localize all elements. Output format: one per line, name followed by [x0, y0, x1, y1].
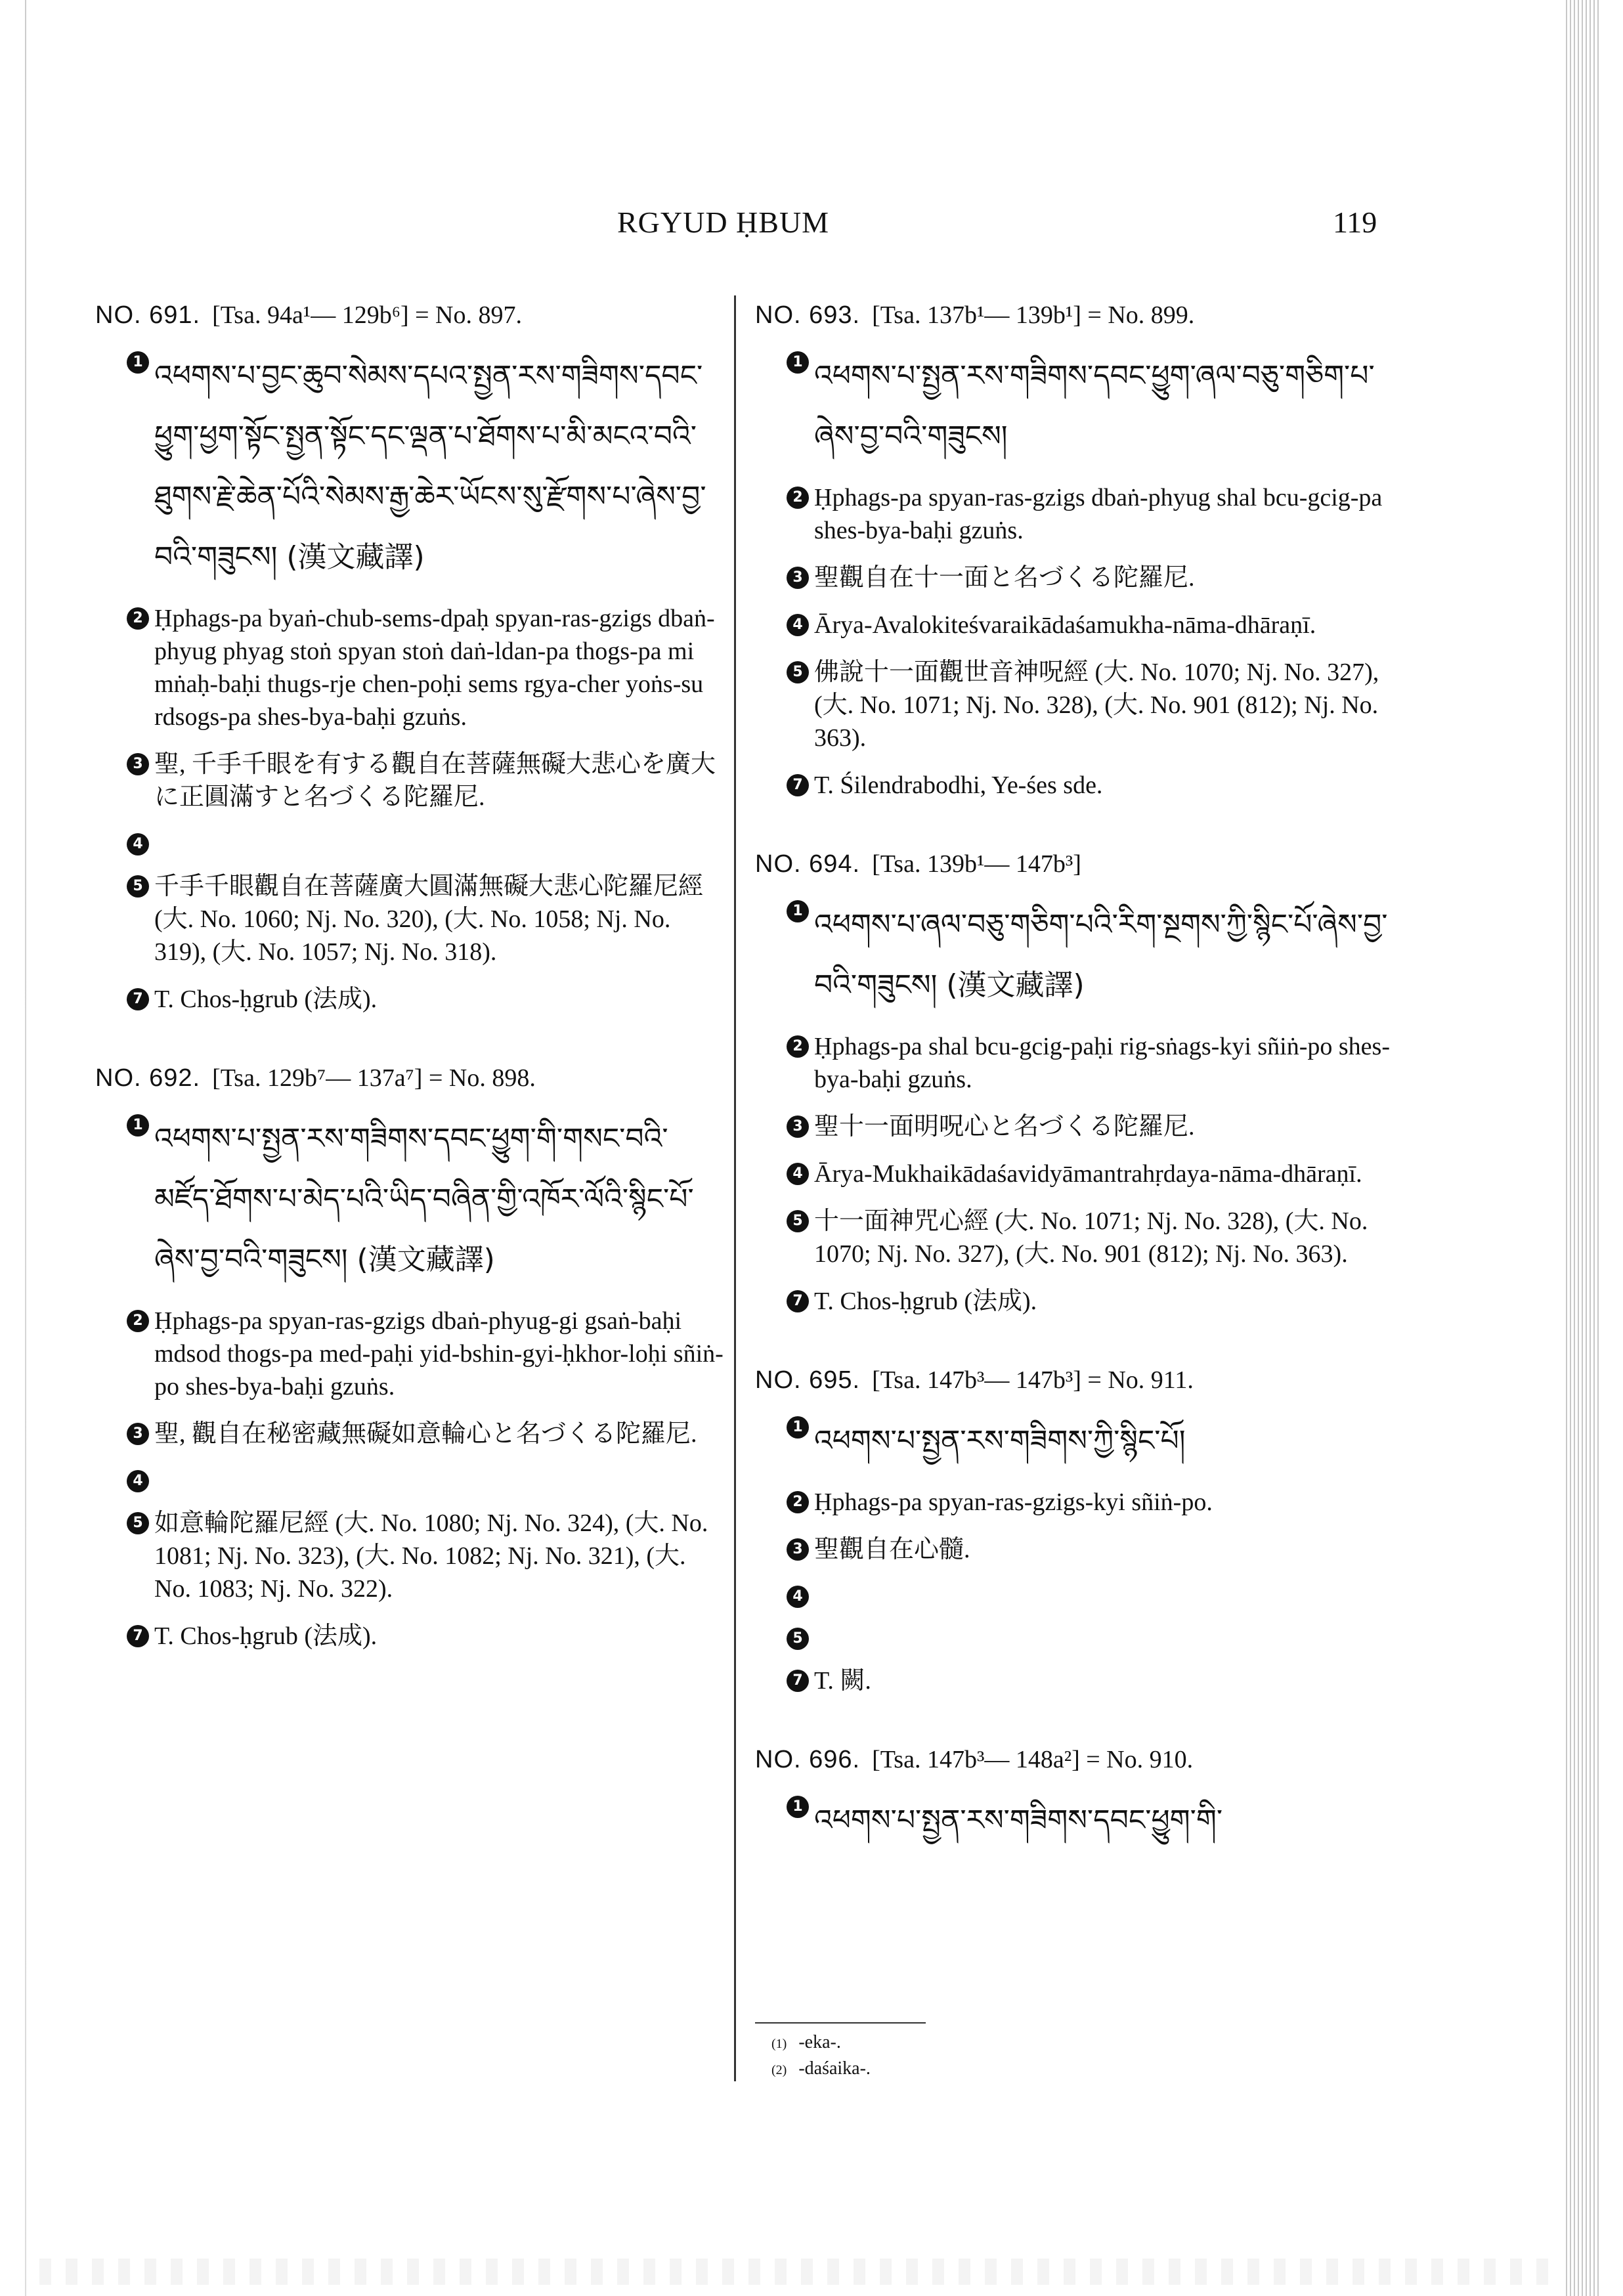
field-number-marker: 5 [787, 1210, 809, 1232]
field-text: 聖, 千手千眼を有する觀自在菩薩無礙大悲心を廣大に正圓滿すと名づくる陀羅尼. [154, 750, 716, 811]
field-text: 如意輪陀羅尼經 (大. No. 1080; Nj. No. 324), (大. No. 1081; Nj. No. 323), (大. No. 1082; Nj. No. 321), (大. No. 1083; Nj. No. 322). [154, 1509, 708, 1603]
footnote [771, 2030, 871, 2056]
field-number-marker: 1 [787, 1416, 809, 1439]
entry-field [755, 609, 1392, 641]
field-text: Ḥphags-pa spyan-ras-gzigs-kyi sñiṅ-po. [814, 1488, 1213, 1516]
entry-field [755, 1533, 1392, 1566]
entry-field [95, 1109, 725, 1290]
left-column [95, 299, 725, 1699]
entry-field [95, 1620, 725, 1653]
entry-number: NO. 694. [755, 850, 861, 878]
entry-number: NO. 691. [95, 301, 201, 329]
entry-number: NO. 696. [755, 1746, 861, 1773]
entry-number: NO. 695. [755, 1366, 861, 1394]
tibetan-title: འཕགས་པ་སྤྱན་རས་གཟིགས་ཀྱི་སྙིང་པོ། [814, 1424, 1186, 1458]
field-number-marker: 1 [127, 351, 149, 374]
field-number-marker: 5 [127, 875, 149, 898]
entry-field [755, 1110, 1392, 1143]
field-text: T. Chos-ḥgrub (法成). [154, 1622, 378, 1650]
column-divider [734, 295, 736, 2081]
field-number-marker: 7 [787, 774, 809, 796]
field-number-marker: 4 [787, 1586, 809, 1608]
field-text: T. 闕. [814, 1667, 871, 1695]
entry-heading [95, 299, 725, 332]
field-number-marker: 7 [787, 1670, 809, 1692]
field-text: T. Chos-ḥgrub (法成). [814, 1288, 1037, 1315]
entry-field [755, 1205, 1392, 1270]
entry-reference: [Tsa. 139b¹— 147b³] [872, 850, 1081, 878]
field-number-marker: 4 [787, 614, 809, 636]
field-text: 聖觀自在心髓. [814, 1536, 970, 1563]
entry-reference: [Tsa. 129b⁷— 137a⁷] = No. 898. [212, 1064, 536, 1092]
entry-number: NO. 693. [755, 301, 861, 329]
entry-field [755, 1411, 1392, 1471]
field-text: Ārya-Mukhaikādaśavidyāmantrahṛdaya-nāma-dhāraṇī. [814, 1160, 1362, 1188]
entry-field [755, 1486, 1392, 1519]
field-text [154, 1465, 725, 1492]
field-number-marker: 2 [127, 607, 149, 630]
entry-field [755, 1158, 1392, 1190]
field-number-marker: 2 [127, 1310, 149, 1332]
field-text: T. Śilendrabodhi, Ye-śes sde. [814, 771, 1103, 799]
entry-field [755, 1664, 1392, 1697]
field-number-marker: 2 [787, 487, 809, 509]
field-text: Ḥphags-pa spyan-ras-gzigs dbaṅ-phyug shal bcu-gcig-pa shes-bya-baḥi gzuṅs. [814, 484, 1383, 544]
entry-field [755, 346, 1392, 467]
field-number-marker: 5 [787, 661, 809, 683]
footnote-mark: (2) [771, 2063, 787, 2077]
tibetan-title: འཕགས་པ་ཞལ་བཅུ་གཅིག་པའི་རིག་སྔགས་ཀྱི་སྙིང་པོ་ཞེས་བྱ་བའི་གཟུངས། (漢文藏譯) [814, 908, 1388, 1002]
tibetan-title: འཕགས་པ་སྤྱན་རས་གཟིགས་དབང་ཕྱུག་གི་ [814, 1804, 1223, 1837]
field-number-marker: 3 [787, 567, 809, 589]
field-text: Ḥphags-pa spyan-ras-gzigs dbaṅ-phyug-gi gsaṅ-baḥi mdsod thogs-pa med-paḥi yid-bshin-gyi-ḥkhor-loḥi sñiṅ-po shes-bya-baḥi gzuṅs. [154, 1307, 724, 1400]
field-number-marker: 3 [127, 1423, 149, 1445]
entry-field [95, 748, 725, 813]
field-text: T. Chos-ḥgrub (法成). [154, 986, 378, 1013]
field-number-marker: 5 [787, 1628, 809, 1650]
entry-field [755, 1285, 1392, 1318]
right-column [755, 299, 1392, 1897]
entry-heading [755, 299, 1392, 332]
field-text: Ḥphags-pa byaṅ-chub-sems-dpaḥ spyan-ras-gzigs dbaṅ-phyug phyag stoṅ spyan stoṅ daṅ-ldan-pa thogs-pa mi mṅaḥ-baḥi thugs-rje chen-poḥi sems rgya-cher yoṅs-su rdsogs-pa shes-bya-baḥi gzuṅs. [154, 605, 715, 731]
page-edge-left [25, 0, 26, 2296]
field-number-marker: 7 [127, 1625, 149, 1647]
field-text: Ārya-Avalokiteśvaraikādaśamukha-nāma-dhāraṇī. [814, 611, 1316, 639]
entry-field [755, 1580, 1392, 1608]
field-text: 聖觀自在十一面と名づくる陀羅尼. [814, 564, 1195, 592]
field-number-marker: 7 [787, 1290, 809, 1312]
entry-field [95, 1418, 725, 1450]
entry-heading [755, 848, 1392, 880]
field-number-marker: 2 [787, 1491, 809, 1513]
entry-field [755, 1622, 1392, 1650]
entry-field [755, 895, 1392, 1016]
page-edge-right [1566, 0, 1599, 2296]
field-text [814, 1622, 1392, 1650]
catalog-entry [755, 1364, 1392, 1697]
running-title: RGYUD ḤBUM [617, 206, 830, 239]
field-number-marker: 1 [787, 900, 809, 922]
catalog-entry [95, 299, 725, 1016]
footnotes [771, 2030, 871, 2083]
entry-field [95, 602, 725, 733]
footnote-text: -daśaika-. [798, 2058, 871, 2079]
field-number-marker: 1 [787, 1796, 809, 1818]
tibetan-title: འཕགས་པ་བྱང་ཆུབ་སེམས་དཔའ་སྤྱན་རས་གཟིགས་དབང་ཕྱུག་ཕྱག་སྟོང་སྤྱན་སྟོང་དང་ལྡན་པ་ཐོགས་པ་མི་མངའ་བའི་ཐུགས་རྗེ་ཆེན་པོའི་སེམས་རྒྱ་ཆེར་ཡོངས་སུ་རྫོགས་པ་ཞེས་བྱ་བའི་གཟུངས། (漢文藏譯) [154, 359, 706, 574]
footnote [771, 2056, 871, 2083]
catalog-entry [755, 1743, 1392, 1851]
catalog-entry [755, 848, 1392, 1318]
field-text: 千手千眼觀自在菩薩廣大圓滿無礙大悲心陀羅尼經 (大. No. 1060; Nj. No. 320), (大. No. 1058; Nj. No. 319), (大. No. 1057; Nj. No. 318). [154, 873, 704, 966]
entry-field [95, 1305, 725, 1403]
field-number-marker: 5 [127, 1512, 149, 1534]
field-text [814, 1580, 1392, 1608]
footnote-rule [755, 2022, 926, 2024]
entry-reference: [Tsa. 94a¹— 129b⁶] = No. 897. [212, 301, 522, 329]
field-text: Ḥphags-pa shal bcu-gcig-paḥi rig-sṅags-kyi sñiṅ-po shes-bya-baḥi gzuṅs. [814, 1033, 1390, 1093]
entry-field [755, 561, 1392, 594]
field-text: 十一面神咒心經 (大. No. 1071; Nj. No. 328), (大. No. 1070; Nj. No. 327), (大. No. 901 (812); Nj. No. 363). [814, 1207, 1368, 1268]
tibetan-title: འཕགས་པ་སྤྱན་རས་གཟིགས་དབང་ཕྱུག་ཞལ་བཅུ་གཅིག་པ་ཞེས་བྱ་བའི་གཟུངས། [814, 359, 1375, 453]
field-number-marker: 1 [127, 1114, 149, 1137]
field-number-marker: 3 [787, 1538, 809, 1561]
field-number-marker: 1 [787, 351, 809, 374]
entry-reference: [Tsa. 137b¹— 139b¹] = No. 899. [872, 301, 1195, 329]
entry-field [755, 656, 1392, 754]
bleed-through-strip [39, 2259, 1549, 2285]
entry-field [95, 870, 725, 968]
entry-field [755, 481, 1392, 547]
catalog-entry [95, 1062, 725, 1653]
field-text: 聖十一面明呪心と名づくる陀羅尼. [814, 1113, 1195, 1140]
field-number-marker: 3 [127, 753, 149, 775]
field-number-marker: 4 [787, 1163, 809, 1185]
entry-heading [755, 1743, 1392, 1776]
field-text: 聖, 觀自在秘密藏無礙如意輪心と名づくる陀羅尼. [154, 1420, 697, 1448]
entry-field [755, 1030, 1392, 1096]
field-text [154, 828, 725, 856]
page-number: 119 [1333, 206, 1377, 239]
entry-field [95, 346, 725, 588]
field-number-marker: 3 [787, 1116, 809, 1138]
field-number-marker: 2 [787, 1035, 809, 1058]
entry-field [95, 1465, 725, 1492]
catalog-entry [755, 299, 1392, 802]
entry-field [95, 1507, 725, 1605]
field-number-marker: 7 [127, 988, 149, 1010]
entry-field [95, 828, 725, 856]
field-text: 佛說十一面觀世音神呪經 (大. No. 1070; Nj. No. 327), (大. No. 1071; Nj. No. 328), (大. No. 901 (812); Nj. No. 363). [814, 659, 1379, 752]
page-header [0, 205, 1623, 244]
entry-field [755, 1790, 1392, 1851]
entry-field [95, 983, 725, 1016]
entry-field [755, 769, 1392, 802]
entry-heading [95, 1062, 725, 1094]
tibetan-title: འཕགས་པ་སྤྱན་རས་གཟིགས་དབང་ཕྱུག་གི་གསང་བའི་མཛོད་ཐོགས་པ་མེད་པའི་ཡིད་བཞིན་གྱི་འཁོར་ལོའི་སྙིང་པོ་ཞེས་བྱ་བའི་གཟུངས། (漢文藏譯) [154, 1122, 694, 1276]
entry-heading [755, 1364, 1392, 1397]
entry-reference: [Tsa. 147b³— 148a²] = No. 910. [872, 1746, 1194, 1773]
field-number-marker: 4 [127, 833, 149, 856]
footnote-mark: (1) [771, 2037, 787, 2051]
footnote-text: -eka-. [798, 2032, 841, 2052]
entry-reference: [Tsa. 147b³— 147b³] = No. 911. [872, 1366, 1194, 1394]
entry-number: NO. 692. [95, 1064, 201, 1092]
field-number-marker: 4 [127, 1470, 149, 1492]
